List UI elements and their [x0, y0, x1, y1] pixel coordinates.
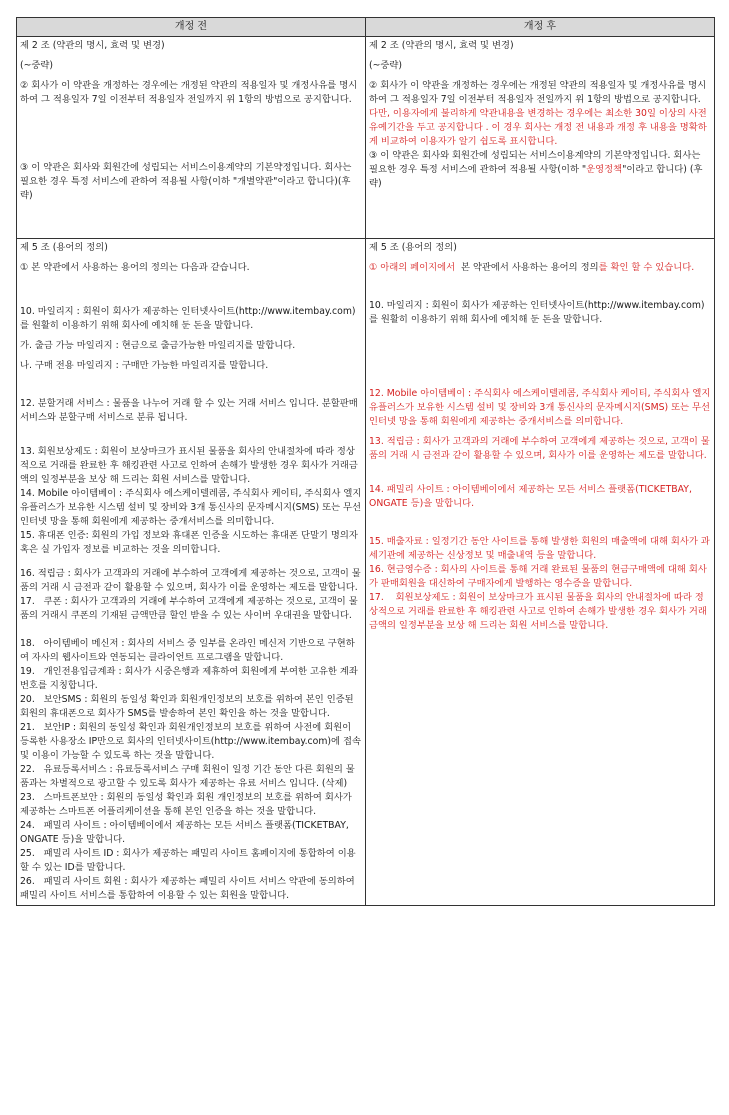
def-before-15: 15. 휴대폰 인증: 회원의 가입 정보와 휴대폰 인증을 시도하는 휴대폰 단말기 명의자 혹은 실 가입자 정보를 비교하는 것을 의미합니다. — [20, 530, 361, 555]
article2-p2-after — [369, 79, 711, 149]
def-before-10: 10. 마일리지 : 회원이 회사가 제공하는 인터넷사이트(http://www.itembay.com)를 원활히 이용하기 위해 회사에 예치해 둔 돈을 말합니다. — [20, 306, 356, 331]
def-before-25: 25. 패밀리 사이트 ID : 회사가 제공하는 패밀리 사이트 홈페이지에 통합하여 이용할 수 있는 ID를 말합니다. — [20, 848, 356, 873]
article2-p3-after — [369, 149, 711, 191]
article2-omit-before: (~중략) — [20, 60, 54, 71]
article2-p2-before: ② 회사가 이 약관을 개정하는 경우에는 개정된 약관의 적용일자 및 개정사유를 명시하여 그 적용일자 7일 이전부터 적용일자 전일까지 위 1항의 방법으로 공지합니다. — [20, 80, 358, 105]
def-before-16: 16. 적립금 : 회사가 고객과의 거래에 부수하여 고객에게 제공하는 것으로, 고객이 물품의 거래 시 금전과 같이 활용할 수 있으며, 회사가 이를 운영하는 제도를 말합니다. — [20, 568, 361, 593]
comparison-document — [16, 17, 714, 1113]
article5-p1-after-black: 본 약관에서 사용하는 용어의 정의 — [458, 262, 599, 273]
def-before-14: 14. Mobile 아이템베이 : 주식회사 에스케이텔레콤, 주식회사 케이티, 주식회사 엘지유플러스가 보유한 시스템 설비 및 장비와 3개 통신사의 문자메시지(SMS) 또는 무선인터넷 망을 통해 회원에게 제공하는 중개서비스를 의미합니다. — [20, 488, 362, 527]
article5-title-after: 제 5 조 (용어의 정의) — [369, 242, 457, 253]
def-after-10: 10. 마일리지 : 회원이 회사가 제공하는 인터넷사이트(http://www.itembay.com)를 원활히 이용하기 위해 회사에 예치해 둔 돈을 말합니다. — [369, 300, 705, 325]
def-before-22: 22. 유료등록서비스 : 유료등록서비스 구매 회원이 일정 기간 동안 다른 회원의 물품과는 차별적으로 광고할 수 있도록 회사가 제공하는 유료 서비스 입니다. (삭제) — [20, 764, 355, 789]
def-before-23: 23. 스마트폰보안 : 회원의 동일성 확인과 회원 개인정보의 보호를 위하여 회사가 제공하는 스마트폰 어플리케이션을 통해 본인 인증을 하는 것을 말합니다. — [20, 792, 355, 817]
article2-title-after: 제 2 조 (약관의 명시, 효력 및 변경) — [369, 40, 514, 51]
article5-before-cell — [17, 239, 366, 906]
def-before-12: 12. 분할거래 서비스 : 물품을 나누어 거래 할 수 있는 거래 서비스 입니다. 분할판매 서비스와 분할구매 서비스로 분류 됩니다. — [20, 398, 361, 423]
article5-title-before: 제 5 조 (용어의 정의) — [20, 242, 108, 253]
article5-row — [17, 239, 715, 906]
def-after-17: 17. 회원보상제도 : 회원이 보상마크가 표시된 물품을 회사의 안내절차에 따라 정상적으로 거래를 완료한 후 해킹관련 사고로 인하여 손해가 발생한 경우 회사가 거래금액의 일정부분을 보상 해 드리는 회원 서비스를 말합니다. — [369, 592, 707, 631]
def-after-16: 16. 현금영수증 : 회사의 사이트를 통해 거래 완료된 물품의 현금구매액에 대해 회사가 판매회원을 대신하여 구매자에게 발행하는 영수증을 말합니다. — [369, 564, 707, 589]
article2-after-cell — [366, 37, 715, 239]
article2-p2-after-added: 다만, 이용자에게 불리하게 약관내용을 변경하는 경우에는 최소한 30일 이상의 사전 유예기간을 두고 공지합니다 . 이 경우 회사는 개정 전 내용과 개정 후 내용을 명확하게 비교하여 이용자가 알기 쉽도록 표시합니다. — [369, 94, 710, 147]
header-row — [17, 18, 715, 37]
def-before-21: 21. 보안IP : 회원의 동일성 확인과 회원개인정보의 보호를 위하여 사전에 회원이 등록한 사용장소 IP만으로 회사의 인터넷사이트(http://www.itembay.com)에 접속 및 이용이 가능할 수 있도록 하는 것을 말합니다. — [20, 722, 364, 761]
def-after-14: 14. 패밀리 사이트 : 아이템베이에서 제공하는 모든 서비스 플랫폼(TICKETBAY, ONGATE 등)을 말합니다. — [369, 484, 695, 509]
article2-p3-after-changed: 운영정책 — [586, 164, 623, 175]
header-before: 개정 전 — [17, 18, 366, 37]
def-after-12: 12. Mobile 아이템베이 : 주식회사 에스케이텔레콤, 주식회사 케이티, 주식회사 엘지유플러스가 보유한 시스템 설비 및 장비와 3개 통신사의 문자메시지(SMS) 또는 무선인터넷 망을 통해 회원에게 제공하는 중개서비스를 의미합니다. — [369, 388, 711, 427]
article2-row — [17, 37, 715, 239]
def-before-10b: 나. 구매 전용 마일리지 : 구매만 가능한 마일리지를 말합니다. — [20, 360, 269, 371]
def-before-18: 18. 아이템베이 메신저 : 회사의 서비스 중 일부를 온라인 메신저 기반으로 구현하여 자사의 웹사이트와 연동되는 클라이언트 프로그램을 말합니다. — [20, 638, 355, 663]
article5-p1-after-red1: ① 아래의 페이지에서 — [369, 262, 459, 273]
article2-omit-after: (~중략) — [369, 60, 403, 71]
article2-p3-after-b: "이라고 합니다) (후략) — [369, 164, 703, 189]
header-after: 개정 후 — [366, 18, 715, 37]
def-before-17: 17. 쿠폰 : 회사가 고객과의 거래에 부수하여 고객에게 제공하는 것으로, 고객이 물품의 거래시 쿠폰의 기재된 금액만큼 할인 받을 수 있는 사이버 우대권을 말합니다. — [20, 596, 358, 621]
article2-before-cell — [17, 37, 366, 239]
article5-after-cell — [366, 239, 715, 906]
def-before-13: 13. 회원보상제도 : 회원이 보상마크가 표시된 물품을 회사의 안내절차에 따라 정상적으로 거래를 완료한 후 해킹관련 사고로 인하여 손해가 발생한 경우 회사가 거래금액의 일정부분을 보상 해 드리는 회원 서비스를 말합니다. — [20, 446, 358, 485]
article5-p1-before: ① 본 약관에서 사용하는 용어의 정의는 다음과 같습니다. — [20, 262, 250, 273]
def-before-24: 24. 패밀리 사이트 : 아이템베이에서 제공하는 모든 서비스 플랫폼(TICKETBAY, ONGATE 등)을 말합니다. — [20, 820, 352, 845]
comparison-table — [16, 17, 715, 906]
def-before-10a: 가. 출금 가능 마일리지 : 현금으로 출금가능한 마일리지를 말합니다. — [20, 340, 296, 351]
article2-p2-after-base: ② 회사가 이 약관을 개정하는 경우에는 개정된 약관의 적용일자 및 개정사유를 명시하여 그 적용일자 7일 이전부터 적용일자 전일까지 위 1항의 방법으로 공지합니다. — [369, 80, 707, 105]
article5-p1-after — [369, 261, 711, 275]
def-before-26: 26. 패밀리 사이트 회원 : 회사가 제공하는 패밀리 사이트 서비스 약관에 동의하여 패밀리 사이트 서비스를 통합하여 이용할 수 있는 회원을 말합니다. — [20, 876, 358, 901]
def-after-13: 13. 적립금 : 회사가 고객과의 거래에 부수하여 고객에게 제공하는 것으로, 고객이 물품의 거래 시 금전과 같이 활용할 수 있으며, 회사가 이를 운영하는 제도를 말합니다. — [369, 436, 710, 461]
def-before-19: 19. 개인전용입금계좌 : 회사가 시중은행과 제휴하여 회원에게 부여한 고유한 계좌번호를 지칭합니다. — [20, 666, 358, 691]
def-before-20: 20. 보안SMS : 회원의 동일성 확인과 회원개인정보의 보호를 위하여 본인 인증된 회원의 휴대폰으로 회사가 SMS를 발송하여 본인 확인을 하는 것을 말합니다. — [20, 694, 357, 719]
article2-title-before: 제 2 조 (약관의 명시, 효력 및 변경) — [20, 40, 165, 51]
article2-p3-before: ③ 이 약관은 회사와 회원간에 성립되는 서비스이용계약의 기본약정입니다. 회사는 필요한 경우 특정 서비스에 관하여 적용될 사항(이하 "개별약관"이라고 합니다)(후략) — [20, 162, 355, 201]
article5-p1-after-red2: 를 확인 할 수 있습니다. — [598, 262, 695, 273]
def-after-15: 15. 매출자료 : 일정기간 동안 사이트를 통해 발생한 회원의 매출액에 대해 회사가 과세기관에 제공하는 신상정보 및 매출내역 등을 말합니다. — [369, 536, 710, 561]
article2-p3-after-a: ③ 이 약관은 회사와 회원간에 성립되는 서비스이용계약의 기본약정입니다. 회사는 필요한 경우 특정 서비스에 관하여 적용될 사항(이하 " — [369, 150, 704, 175]
